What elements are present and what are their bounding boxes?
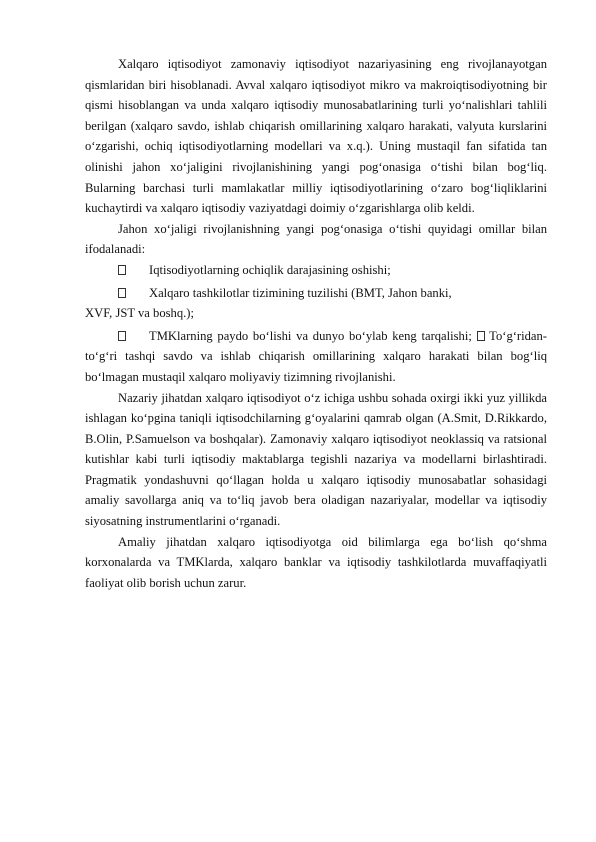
bullet-item-3-continuation: To‘g‘ridan-to‘g‘ri tashqi savdo va ishlab chiqarish omillarining xalqaro harakati bilan bog‘liq bo‘lmagan mustaqil xalqaro moliyaviy tizimning rivojlanishi. <box>85 328 548 384</box>
missing-glyph-icon <box>118 288 126 298</box>
bullet-item-2-continuation: XVF, JST va boshq.); <box>85 306 194 321</box>
document-page <box>85 54 547 593</box>
bullet-item-3 <box>85 326 547 388</box>
missing-glyph-icon <box>477 331 485 341</box>
bullet-item-2-text: Xalqaro tashkilotlar tizimining tuzilishi (BMT, Jahon banki, <box>149 285 452 300</box>
bullet-item-1 <box>85 260 547 281</box>
bullet-item-2 <box>85 283 547 304</box>
paragraph-3: Nazariy jihatdan xalqaro iqtisodiyot o‘z ichiga ushbu sohada oxirgi ikki yuz yillikda ishlagan ko‘pgina taniqli iqtisodchilarning g‘oyalarini qamrab olgan (A.Smit, D.Rikkardo, B.Olin, P.Samuelson va boshqalar). Zamonaviy xalqaro iqtisodiyot neoklassiq va ratsional kutishlar kabi turli iqtisodiy maktablarga tegishli nazariya va modellarni birlashtiradi. Pragmatik yondashuvni qo‘llagan holda u xalqaro iqtisodiy munosabatlar sohasidagi amaliy savollarga aniq va to‘liq javob bera oladigan nazariyalar, modellar va iqtisodiy siyosatning instrumentlarini o‘rganadi. <box>85 390 547 529</box>
missing-glyph-icon <box>118 331 126 341</box>
bullet-item-1-text: Iqtisodiyotlarning ochiqlik darajasining oshishi; <box>149 262 391 277</box>
paragraph-1: Xalqaro iqtisodiyot zamonaviy iqtisodiyot nazariyasining eng rivojlanayotgan qismlaridan biri hisoblanadi. Avval xalqaro iqtisodiyot mikro va makroiqtisodiyotning bir qismi hisoblangan va unda xalqaro iqtisodiy munosabatlarining turli yo‘nalishlari tahlili berilgan (xalqaro savdo, ishlab chiqarish omillarining xalqaro harakati, valyuta kurslarini o‘zgarishi, ochiq iqtisodiyotlarning modellari va x.q.). Uning mustaqil fan sifatida tan olinishi jahon xo‘jaligini rivojlanishining yangi pog‘onasiga o‘tishi bilan bog‘liq. Bularning barchasi turli mamlakatlar milliy iqtisodiyotlarining o‘zaro bog‘liqliklarini kuchaytirdi va xalqaro iqtisodiy vaziyatdagi doimiy o‘zgarishlarga olib keldi. <box>85 57 547 216</box>
bullet-item-3-text: TMKlarning paydo bo‘lishi va dunyo bo‘ylab keng tarqalishi; <box>149 328 472 343</box>
missing-glyph-icon <box>118 265 126 275</box>
paragraph-4: Amaliy jihatdan xalqaro iqtisodiyotga oid bilimlarga ega bo‘lish qo‘shma korxonalarda va TMKlarda, xalqaro banklar va iqtisodiy tashkilotlarda muvaffaqiyatli faoliyat olib borish uchun zarur. <box>85 534 547 590</box>
paragraph-2: Jahon xo‘jaligi rivojlanishning yangi pog‘onasiga o‘tishi quyidagi omillar bilan ifodalanadi: <box>85 221 547 257</box>
